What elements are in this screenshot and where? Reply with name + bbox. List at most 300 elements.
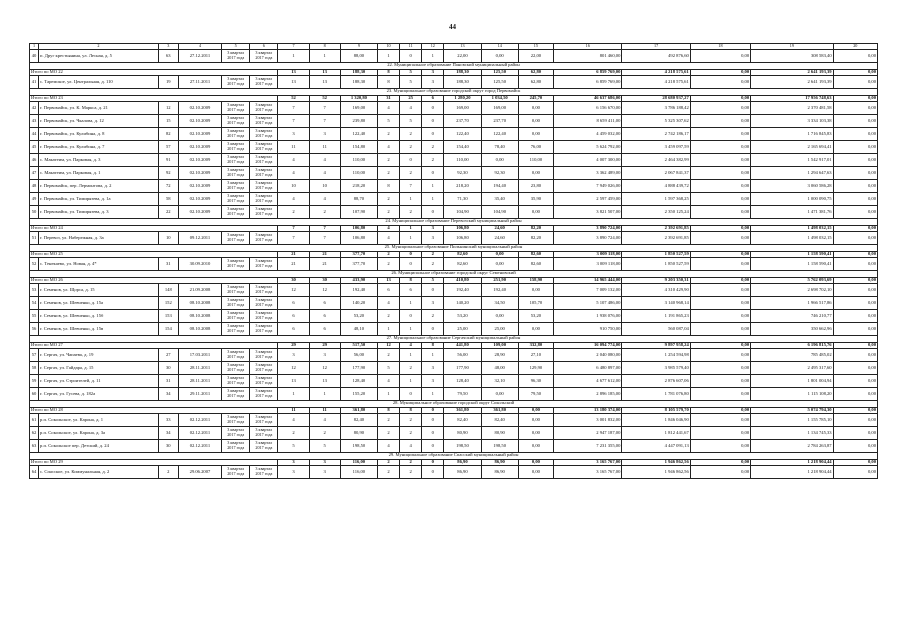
data-cell: 0,00 [481,388,518,401]
data-cell: 237,70 [444,115,481,128]
data-cell: 2 [377,167,399,180]
house-number: 30 [158,440,178,453]
data-cell: 2 784 263,87 [751,440,833,453]
data-cell: 0,00 [833,50,877,63]
data-cell: 1 [400,232,422,245]
data-cell: 8 659 411,00 [554,115,622,128]
data-cell: 1 115 108,20 [751,388,833,401]
data-cell: 155,20 [340,388,377,401]
date: 02.10.2009 [178,167,221,180]
data-cell: 11 [278,141,309,154]
data-cell: 13 [278,375,309,388]
row-number: 45 [30,141,39,154]
date: 21.09.2008 [178,284,221,297]
column-number: 19 [751,44,833,50]
data-cell: 4 [377,375,399,388]
section-heading: 29. Муниципальное образование Спасский муниципальный район [30,453,878,460]
data-cell: 0,00 [833,388,877,401]
column-number: 18 [690,44,750,50]
data-cell: 0,00 [833,154,877,167]
data-cell: 1 158 590,41 [751,258,833,271]
data-cell: 3 060 586,28 [751,180,833,193]
data-cell: 4 677 612,00 [554,375,622,388]
data-cell: 140,20 [444,297,481,310]
data-cell: 0,00 [690,50,750,63]
period-end: 3 квартал 2017 года [250,466,278,479]
period-end: 3 квартал 2017 года [250,310,278,323]
data-cell: 35,40 [481,193,518,206]
data-cell: 2 [278,427,309,440]
period-end: 3 квартал 2017 года [250,154,278,167]
address: с. Макатеим, ул. Парковая, д. 1 [39,167,159,180]
subtotal-cell: 6 859 769,00 [554,69,622,76]
data-cell: 0,00 [518,414,553,427]
data-cell: 7 949 026,00 [554,180,622,193]
subtotal-cell: 5 [422,277,444,284]
data-cell: 32,10 [481,375,518,388]
data-cell: 0,00 [690,76,750,89]
data-cell: 0,00 [481,310,518,323]
subtotal-cell: 0,00 [833,95,877,102]
data-cell: 2 [377,466,399,479]
row-number: 60 [30,388,39,401]
subtotal-cell: 8 [377,69,399,76]
subtotal-cell: 2 [377,459,399,466]
date: 02.10.2009 [178,102,221,115]
subtotal-cell: 158,90 [518,277,553,284]
period-end: 3 квартал 2017 года [250,102,278,115]
subtotal-cell: 13 [278,69,309,76]
data-cell: 48,10 [340,323,377,336]
data-cell: 0 [422,427,444,440]
table-row [30,427,878,440]
data-cell: 4 [278,167,309,180]
data-cell: 1 [400,349,422,362]
data-cell: 0,00 [833,193,877,206]
period-end: 3 квартал 2017 года [250,440,278,453]
data-cell: 2 [400,362,422,375]
data-cell: 88,00 [340,50,377,63]
data-cell: 110,00 [518,154,553,167]
subtotal-cell: 1 218 904,44 [751,459,833,466]
subtotal-cell: 332,80 [518,342,553,349]
data-cell: 0,00 [833,180,877,193]
data-cell: 0 [422,284,444,297]
column-number: 12 [422,44,444,50]
date: 08.10.2008 [178,310,221,323]
house-number: 34 [158,427,178,440]
table-row [30,154,878,167]
subtotal-cell: 1 158 590,41 [751,251,833,258]
data-cell: 0,00 [690,323,750,336]
subtotal-cell: 5 [400,69,422,76]
column-number: 11 [400,44,422,50]
subtotal-cell: 0,00 [833,277,877,284]
house-number: 15 [158,115,178,128]
house-number: 154 [158,323,178,336]
subtotal-cell: 6 [422,95,444,102]
data-cell: 4 [278,154,309,167]
data-cell: 5 [309,440,340,453]
data-cell: 2 370 481,58 [751,102,833,115]
subtotal-cell: 441,80 [444,342,481,349]
data-cell: 24,60 [481,232,518,245]
data-cell: 2 464 382,99 [622,154,690,167]
subtotal-cell: 0,00 [690,277,750,284]
data-cell: 377,70 [340,258,377,271]
data-cell: 169,00 [444,102,481,115]
address: г. Сергач, ул. Гайдара, д. 15 [39,362,159,375]
data-cell: 6 [278,323,309,336]
period-end: 3 квартал 2017 года [250,284,278,297]
subtotal-cell: 0,00 [690,459,750,466]
data-cell: 104,90 [481,206,518,219]
data-cell: 2 [377,193,399,206]
data-cell: 1 [400,323,422,336]
data-cell: 4 447 091,13 [622,440,690,453]
period-end: 3 квартал 2017 года [250,297,278,310]
data-cell: 2 [400,206,422,219]
data-cell: 1 254 594,98 [622,349,690,362]
data-cell: 2 [377,427,399,440]
data-cell: 12 [278,284,309,297]
date: 08.10.2008 [178,297,221,310]
subtotal-cell: 0,00 [518,407,553,414]
data-cell: 3 362 489,00 [554,167,622,180]
data-cell: 0,00 [690,284,750,297]
data-cell: 7 [278,102,309,115]
data-cell: 7 [278,232,309,245]
data-cell: 2 [278,206,309,219]
row-number: 56 [30,323,39,336]
data-cell: 7 009 132,00 [554,284,622,297]
data-cell: 2 [377,206,399,219]
data-cell: 1 850 527,59 [622,258,690,271]
data-cell: 56,00 [340,349,377,362]
subtotal-cell: 106,80 [444,225,481,232]
data-cell: 82,60 [444,258,481,271]
data-cell: 2 641 193,39 [751,76,833,89]
data-cell: 1 801 004,94 [751,375,833,388]
table-row [30,414,878,427]
period-start: 3 квартал 2017 года [222,128,250,141]
data-cell: 0,00 [481,258,518,271]
address: с. Тенекаево, ул. Новая, д. 4* [39,258,159,271]
subtotal-cell: 17 956 748,63 [751,95,833,102]
data-cell: 48,00 [481,362,518,375]
data-cell: 0 [400,388,422,401]
data-cell: 0 [422,323,444,336]
data-cell: 88,70 [340,193,377,206]
data-cell: 2 [377,310,399,323]
data-cell: 3 890 724,00 [554,232,622,245]
subtotal-cell: 1 850 527,59 [622,251,690,258]
row-number: 55 [30,310,39,323]
data-cell: 0,00 [690,414,750,427]
date: 02.12.2011 [178,440,221,453]
data-cell: 0,00 [833,323,877,336]
subtotal-cell: 1 280,20 [444,95,481,102]
period-end: 3 квартал 2017 года [250,258,278,271]
data-cell: 0,00 [690,440,750,453]
data-cell: 1 781 076,80 [622,388,690,401]
subtotal-cell: 4 [377,225,399,232]
house-number: 22 [158,206,178,219]
date: 02.10.2009 [178,206,221,219]
data-cell: 0 [400,258,422,271]
data-cell: 1 [377,50,399,63]
period-end: 3 квартал 2017 года [250,349,278,362]
subtotal-cell: 517,50 [340,342,377,349]
table-row [30,349,878,362]
data-cell: 82,40 [481,414,518,427]
subtotal-cell: 361,80 [481,407,518,414]
date: 02.10.2009 [178,193,221,206]
data-cell: 2 495 317,60 [751,362,833,375]
subtotal-label: Итого по МО 24 [30,225,278,232]
date: 09.12.2011 [178,232,221,245]
row-number: 62 [30,427,39,440]
row-number: 63 [30,440,39,453]
data-cell: 140,20 [340,297,377,310]
subtotal-cell: 251,90 [481,277,518,284]
data-cell: 2 165 694,41 [751,141,833,154]
subtotal-cell: 0,00 [833,251,877,258]
subtotal-label: Итого по МО 27 [30,342,278,349]
house-number: 33 [158,414,178,427]
subtotal-cell: 8 [377,407,399,414]
period-start: 3 квартал 2017 года [222,258,250,271]
period-start: 3 квартал 2017 года [222,362,250,375]
row-number: 47 [30,167,39,180]
subtotal-label: Итого по МО 25 [30,251,278,258]
subtotal-cell: 6 196 815,76 [751,342,833,349]
period-start: 3 квартал 2017 года [222,310,250,323]
data-cell: 192,40 [481,284,518,297]
data-cell: 5 [278,440,309,453]
period-end: 3 квартал 2017 года [250,323,278,336]
address: г. Семенов, ул. Шевченко, д. 15в [39,323,159,336]
period-end: 3 квартал 2017 года [250,427,278,440]
data-cell: 122,40 [444,128,481,141]
data-cell: 0,00 [690,193,750,206]
date: 02.12.2011 [178,427,221,440]
period-start: 3 квартал 2017 года [222,167,250,180]
subtotal-cell: 14 965 444,00 [554,277,622,284]
data-cell: 13 [309,375,340,388]
period-end: 3 квартал 2017 года [250,388,278,401]
data-cell: 6 156 670,00 [554,102,622,115]
period-start: 3 квартал 2017 года [222,154,250,167]
subtotal-cell: 0,00 [833,459,877,466]
data-cell: 4 218 575,61 [622,76,690,89]
subtotal-cell: 46 637 686,00 [554,95,622,102]
data-cell: 5 [400,115,422,128]
period-start: 3 квартал 2017 года [222,297,250,310]
period-end: 3 квартал 2017 года [250,362,278,375]
data-cell: 785 485,02 [751,349,833,362]
data-cell: 128,40 [340,375,377,388]
address: г. Первомайск, ул. Кулибина, д. 8 [39,128,159,141]
subtotal-cell: 8 [400,407,422,414]
data-cell: 177,90 [444,362,481,375]
data-cell: 1 846 046,90 [622,414,690,427]
period-end: 3 квартал 2017 года [250,76,278,89]
data-cell: 4 007 300,00 [554,154,622,167]
subtotal-cell: 361,80 [340,407,377,414]
subtotal-cell: 109,00 [481,342,518,349]
row-number: 57 [30,349,39,362]
table-row [30,193,878,206]
data-cell: 198,50 [340,440,377,453]
data-cell: 4 [309,167,340,180]
address: р.п. Сокольское, ул. Карона, д. 1 [39,414,159,427]
house-number: 12 [158,102,178,115]
data-cell: 0,00 [518,167,553,180]
data-cell: 1 966 517,86 [751,297,833,310]
subtotal-cell: 377,70 [340,251,377,258]
date: 02.10.2009 [178,115,221,128]
data-cell: 1 [278,50,309,63]
data-cell: 0,00 [481,154,518,167]
data-cell: 169,00 [340,102,377,115]
column-number: 2 [39,44,159,50]
data-cell: 0,00 [518,115,553,128]
subtotal-cell: 13 [377,277,399,284]
data-cell: 122,40 [340,128,377,141]
row-number: 54 [30,297,39,310]
table-row [30,115,878,128]
address: г. Первомайск, ул. К. Маркса, д. 21 [39,102,159,115]
period-start: 3 квартал 2017 года [222,388,250,401]
data-cell: 2 [422,154,444,167]
data-cell: 0 [422,440,444,453]
data-cell: 0,00 [690,362,750,375]
row-number: 44 [30,128,39,141]
subtotal-cell: 0,00 [690,95,750,102]
subtotal-cell: 0 [400,251,422,258]
house-number: 63 [158,50,178,63]
table-row [30,128,878,141]
data-cell: 62,80 [518,76,553,89]
table-row [30,50,878,63]
row-number: 64 [30,466,39,479]
data-cell: 7 [278,115,309,128]
table-body [30,44,878,479]
subtotal-cell: 3 [278,459,309,466]
subtotal-cell: 0,00 [833,225,877,232]
data-cell: 0 [400,154,422,167]
subtotal-cell: 2 392 691,85 [622,225,690,232]
data-cell: 4 [377,232,399,245]
data-cell: 6 [309,323,340,336]
data-cell: 12 [309,284,340,297]
house-number: 34 [158,388,178,401]
data-cell: 1 597 368,25 [622,193,690,206]
data-cell: 2 742 186,17 [622,128,690,141]
data-cell: 82,20 [518,232,553,245]
data-cell: 2 [422,258,444,271]
data-cell: 1 [422,50,444,63]
data-cell: 3 [278,128,309,141]
date: 02.10.2009 [178,141,221,154]
data-cell: 3 985 579,40 [622,362,690,375]
period-start: 3 квартал 2017 года [222,440,250,453]
subtotal-cell: 7 [278,225,309,232]
data-cell: 3 [278,466,309,479]
data-cell: 78,40 [481,141,518,154]
column-number: 20 [833,44,877,50]
period-end: 3 квартал 2017 года [250,50,278,63]
data-cell: 4 [400,102,422,115]
data-cell: 1 191 865,23 [622,310,690,323]
data-cell: 96,30 [518,375,553,388]
data-cell: 5 [377,362,399,375]
data-cell: 2 350 125,24 [622,206,690,219]
data-cell: 3 009 118,00 [554,258,622,271]
data-cell: 79,50 [518,388,553,401]
table-row [30,258,878,271]
date: 02.10.2009 [178,128,221,141]
subtotal-cell: 12 [377,342,399,349]
data-cell: 2 040 080,00 [554,349,622,362]
row-number: 50 [30,206,39,219]
data-cell: 2 [422,310,444,323]
data-cell: 0,00 [690,180,750,193]
subtotal-cell: 116,00 [340,459,377,466]
data-cell: 13 [309,76,340,89]
period-start: 3 квартал 2017 года [222,427,250,440]
data-cell: 2 [377,128,399,141]
data-cell: 1 000 090,75 [751,193,833,206]
data-cell: 4 [278,193,309,206]
page-number: 44 [449,23,456,31]
subtotal-cell: 62,80 [518,69,553,76]
data-cell: 1 542 917,01 [751,154,833,167]
data-cell: 169,00 [481,102,518,115]
subtotal-cell: 0 [422,407,444,414]
table-row [30,375,878,388]
data-cell: 82,40 [444,414,481,427]
period-start: 3 квартал 2017 года [222,349,250,362]
table-row [30,297,878,310]
subtotal-cell: 106,80 [340,225,377,232]
data-cell: 0,00 [833,141,877,154]
data-cell: 2 [309,427,340,440]
period-end: 3 квартал 2017 года [250,414,278,427]
subtotal-cell: 21 [278,251,309,258]
house-number: 19 [158,76,178,89]
address: г. Первомайск, ул. Чкалова, д. 12 [39,115,159,128]
table-row [30,102,878,115]
subtotal-cell: 3 [422,69,444,76]
data-cell: 35,90 [518,193,553,206]
table-row [30,141,878,154]
date: 02.10.2009 [178,180,221,193]
data-cell: 0,00 [833,167,877,180]
subtotal-cell: 1 [400,225,422,232]
address: г. Семенов, ул. Щорса, д. 15 [39,284,159,297]
section-heading: 26. Муниципальное образование городской округ Семеновский [30,271,878,278]
address: п. Друг крестьянина, ул. Лесная, д. 5 [39,50,159,63]
data-cell: 0,00 [518,427,553,440]
data-cell: 110,00 [340,167,377,180]
data-cell: 92,30 [444,167,481,180]
data-cell: 0,00 [690,388,750,401]
date: 28.11.2011 [178,375,221,388]
data-cell: 0 [422,414,444,427]
data-cell: 1 [422,388,444,401]
